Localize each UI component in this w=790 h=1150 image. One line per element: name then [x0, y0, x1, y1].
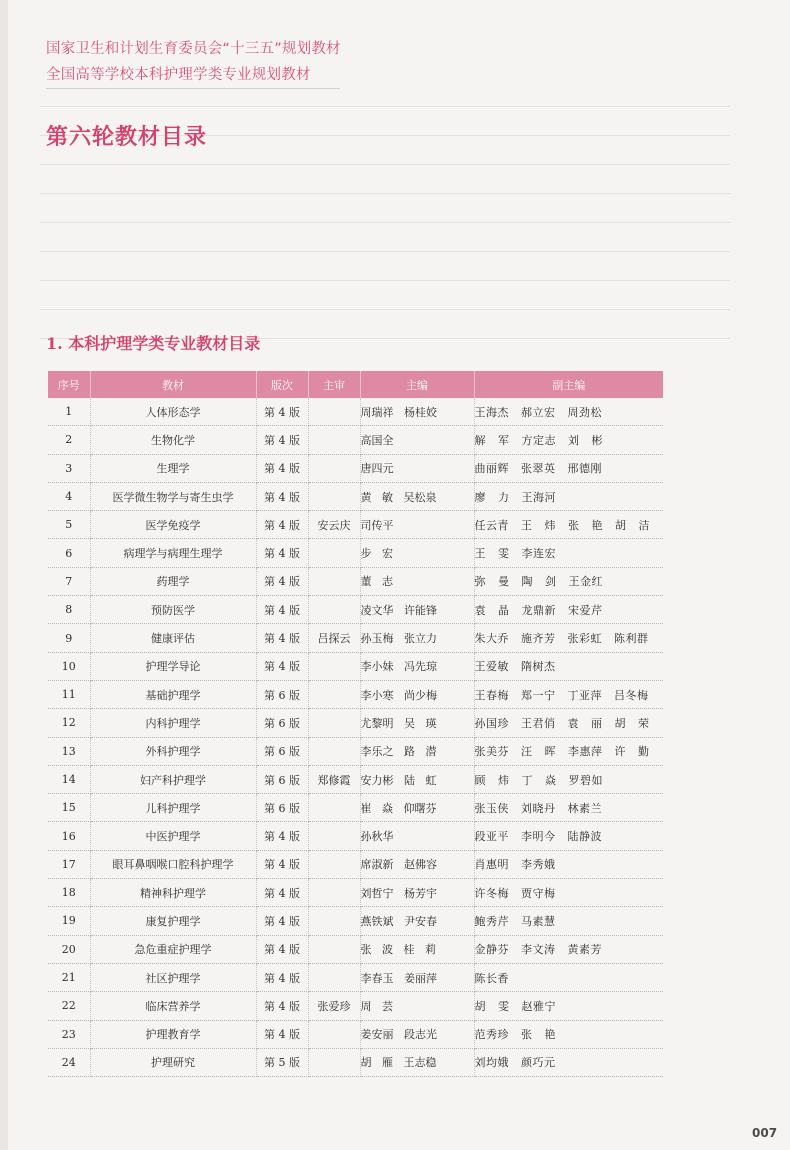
chief-editor-cell: 燕铁斌 尹安春	[360, 907, 474, 935]
chief-reviewer-cell	[308, 482, 360, 510]
row-number-cell: 19	[48, 907, 90, 935]
table-row	[48, 454, 663, 482]
chief-editor-cell: 孙玉梅 张立力	[360, 624, 474, 652]
edition-cell: 第 4 版	[256, 596, 308, 624]
row-number-cell: 13	[48, 737, 90, 765]
chief-editor-cell: 董 志	[360, 567, 474, 595]
deputy-editor-cell: 胡 雯 赵雅宁	[474, 992, 663, 1020]
page-title: 第六轮教材目录	[46, 124, 208, 150]
textbook-name-cell: 药理学	[90, 567, 256, 595]
row-number-cell: 2	[48, 426, 90, 454]
deputy-editor-cell: 廖 力 王海河	[474, 482, 663, 510]
edition-cell: 第 4 版	[256, 624, 308, 652]
chief-reviewer-cell	[308, 454, 360, 482]
edition-cell: 第 6 版	[256, 737, 308, 765]
edition-cell: 第 4 版	[256, 539, 308, 567]
row-number-cell: 17	[48, 850, 90, 878]
chief-reviewer-cell	[308, 822, 360, 850]
chief-editor-cell: 孙秋华	[360, 822, 474, 850]
edition-cell: 第 4 版	[256, 907, 308, 935]
table-row	[48, 850, 663, 878]
row-number-cell: 20	[48, 935, 90, 963]
deputy-editor-cell: 王 雯 李连宏	[474, 539, 663, 567]
edition-cell: 第 4 版	[256, 1020, 308, 1048]
chief-editor-cell: 刘哲宁 杨芳宇	[360, 879, 474, 907]
deputy-editor-cell: 王春梅 郑一宁 丁亚萍 吕冬梅	[474, 680, 663, 708]
textbook-name-cell: 精神科护理学	[90, 879, 256, 907]
edition-cell: 第 4 版	[256, 879, 308, 907]
textbook-name-cell: 护理学导论	[90, 652, 256, 680]
textbook-name-cell: 临床营养学	[90, 992, 256, 1020]
deputy-editor-cell: 任云青 王 炜 张 艳 胡 洁	[474, 511, 663, 539]
row-number-cell: 16	[48, 822, 90, 850]
table-row	[48, 511, 663, 539]
deputy-editor-cell: 张美芬 汪 晖 李惠萍 许 勤	[474, 737, 663, 765]
header-divider	[46, 88, 340, 89]
chief-reviewer-cell: 安云庆	[308, 511, 360, 539]
chief-reviewer-cell: 吕探云	[308, 624, 360, 652]
edition-cell: 第 6 版	[256, 680, 308, 708]
chief-reviewer-cell: 郑修霞	[308, 765, 360, 793]
chief-reviewer-cell	[308, 398, 360, 426]
chief-editor-cell: 安力彬 陆 虹	[360, 765, 474, 793]
textbook-name-cell: 健康评估	[90, 624, 256, 652]
chief-reviewer-cell	[308, 907, 360, 935]
chief-reviewer-cell	[308, 879, 360, 907]
chief-editor-cell: 周瑞祥 杨桂姣	[360, 398, 474, 426]
textbook-table	[48, 371, 663, 1077]
textbook-name-cell: 内科护理学	[90, 709, 256, 737]
table-row	[48, 1020, 663, 1048]
chief-reviewer-cell	[308, 652, 360, 680]
chief-editor-cell: 李小妹 冯先琼	[360, 652, 474, 680]
edition-cell: 第 6 版	[256, 709, 308, 737]
textbook-name-cell: 生理学	[90, 454, 256, 482]
textbook-name-cell: 外科护理学	[90, 737, 256, 765]
deputy-editor-cell: 顾 炜 丁 焱 罗碧如	[474, 765, 663, 793]
edition-cell: 第 6 版	[256, 765, 308, 793]
deputy-editor-cell: 范秀珍 张 艳	[474, 1020, 663, 1048]
chief-editor-cell: 李小寒 尚少梅	[360, 680, 474, 708]
textbook-name-cell: 急危重症护理学	[90, 935, 256, 963]
edition-cell: 第 4 版	[256, 511, 308, 539]
series-header-line-2: 全国高等学校本科护理学类专业规划教材	[46, 67, 311, 83]
table-row	[48, 822, 663, 850]
deputy-editor-cell: 解 军 方定志 刘 彬	[474, 426, 663, 454]
deputy-editor-cell: 袁 晶 龙鼎新 宋爱芹	[474, 596, 663, 624]
row-number-cell: 10	[48, 652, 90, 680]
deputy-editor-cell: 王海杰 郝立宏 周劲松	[474, 398, 663, 426]
edition-cell: 第 4 版	[256, 822, 308, 850]
row-number-cell: 18	[48, 879, 90, 907]
chief-editor-cell: 李乐之 路 潜	[360, 737, 474, 765]
row-number-cell: 6	[48, 539, 90, 567]
deputy-editor-cell: 金静芬 李文涛 黄素芳	[474, 935, 663, 963]
textbook-name-cell: 人体形态学	[90, 398, 256, 426]
chief-editor-cell: 张 波 桂 莉	[360, 935, 474, 963]
page-number: 007	[752, 1126, 778, 1140]
chief-editor-cell: 胡 雁 王志稳	[360, 1048, 474, 1076]
textbook-name-cell: 护理教育学	[90, 1020, 256, 1048]
deputy-editor-cell: 王爱敏 隋树杰	[474, 652, 663, 680]
edition-cell: 第 4 版	[256, 454, 308, 482]
deputy-editor-cell: 张玉侠 刘晓丹 林素兰	[474, 794, 663, 822]
chief-reviewer-cell	[308, 709, 360, 737]
deputy-editor-cell: 陈长香	[474, 963, 663, 991]
chief-editor-cell: 尤黎明 吴 瑛	[360, 709, 474, 737]
row-number-cell: 14	[48, 765, 90, 793]
row-number-cell: 22	[48, 992, 90, 1020]
row-number-cell: 11	[48, 680, 90, 708]
edition-cell: 第 4 版	[256, 935, 308, 963]
chief-reviewer-cell	[308, 1048, 360, 1076]
chief-reviewer-cell	[308, 935, 360, 963]
table-row	[48, 624, 663, 652]
table-row	[48, 709, 663, 737]
chief-editor-cell: 司传平	[360, 511, 474, 539]
edition-cell: 第 4 版	[256, 426, 308, 454]
chief-reviewer-cell	[308, 850, 360, 878]
table-body	[48, 398, 663, 1077]
edition-cell: 第 4 版	[256, 963, 308, 991]
chief-reviewer-cell	[308, 596, 360, 624]
row-number-cell: 5	[48, 511, 90, 539]
deputy-editor-cell: 段亚平 李明今 陆静波	[474, 822, 663, 850]
chief-reviewer-cell	[308, 567, 360, 595]
textbook-name-cell: 医学免疫学	[90, 511, 256, 539]
chief-reviewer-cell	[308, 794, 360, 822]
column-header-edition: 版次	[256, 371, 308, 398]
chief-editor-cell: 唐四元	[360, 454, 474, 482]
textbook-name-cell: 康复护理学	[90, 907, 256, 935]
row-number-cell: 3	[48, 454, 90, 482]
chief-editor-cell: 步 宏	[360, 539, 474, 567]
textbook-name-cell: 眼耳鼻咽喉口腔科护理学	[90, 850, 256, 878]
deputy-editor-cell: 肖惠明 李秀娥	[474, 850, 663, 878]
deputy-editor-cell: 弥 曼 陶 剑 王金红	[474, 567, 663, 595]
chief-reviewer-cell	[308, 963, 360, 991]
textbook-name-cell: 社区护理学	[90, 963, 256, 991]
deputy-editor-cell: 朱大乔 施齐芳 张彩虹 陈利群	[474, 624, 663, 652]
series-header-line-1: 国家卫生和计划生育委员会“十三五”规划教材	[46, 41, 341, 57]
row-number-cell: 4	[48, 482, 90, 510]
chief-editor-cell: 姜安丽 段志光	[360, 1020, 474, 1048]
row-number-cell: 1	[48, 398, 90, 426]
edition-cell: 第 4 版	[256, 567, 308, 595]
chief-editor-cell: 高国全	[360, 426, 474, 454]
table-row	[48, 935, 663, 963]
deputy-editor-cell: 孙国珍 王君俏 袁 丽 胡 荣	[474, 709, 663, 737]
textbook-name-cell: 生物化学	[90, 426, 256, 454]
table-row	[48, 567, 663, 595]
edition-cell: 第 6 版	[256, 794, 308, 822]
chief-editor-cell: 黄 敏 吴松泉	[360, 482, 474, 510]
row-number-cell: 24	[48, 1048, 90, 1076]
deputy-editor-cell: 鲍秀芹 马素慧	[474, 907, 663, 935]
row-number-cell: 15	[48, 794, 90, 822]
edition-cell: 第 4 版	[256, 850, 308, 878]
table-row	[48, 907, 663, 935]
edition-cell: 第 5 版	[256, 1048, 308, 1076]
row-number-cell: 8	[48, 596, 90, 624]
deputy-editor-cell: 曲丽辉 张翠英 邢德刚	[474, 454, 663, 482]
column-header-textbook: 教材	[90, 371, 256, 398]
textbook-name-cell: 护理研究	[90, 1048, 256, 1076]
textbook-name-cell: 妇产科护理学	[90, 765, 256, 793]
row-number-cell: 7	[48, 567, 90, 595]
chief-reviewer-cell	[308, 680, 360, 708]
edition-cell: 第 4 版	[256, 398, 308, 426]
deputy-editor-cell: 许冬梅 贾守梅	[474, 879, 663, 907]
chief-reviewer-cell	[308, 737, 360, 765]
page-gutter	[0, 0, 8, 1150]
textbook-name-cell: 中医护理学	[90, 822, 256, 850]
row-number-cell: 23	[48, 1020, 90, 1048]
table-row	[48, 482, 663, 510]
chief-reviewer-cell: 张爱珍	[308, 992, 360, 1020]
section-title: 1. 本科护理学类专业教材目录	[46, 334, 261, 353]
row-number-cell: 21	[48, 963, 90, 991]
chief-reviewer-cell	[308, 1020, 360, 1048]
table-row	[48, 992, 663, 1020]
column-header-chief-editor: 主编	[360, 371, 474, 398]
table-row	[48, 737, 663, 765]
textbook-name-cell: 病理学与病理生理学	[90, 539, 256, 567]
chief-editor-cell: 崔 焱 仰曙芬	[360, 794, 474, 822]
table-row	[48, 879, 663, 907]
row-number-cell: 12	[48, 709, 90, 737]
chief-editor-cell: 李春玉 姜丽萍	[360, 963, 474, 991]
chief-reviewer-cell	[308, 426, 360, 454]
table-header-row	[48, 371, 663, 398]
table-row	[48, 426, 663, 454]
edition-cell: 第 4 版	[256, 482, 308, 510]
chief-reviewer-cell	[308, 539, 360, 567]
column-header-number: 序号	[48, 371, 90, 398]
edition-cell: 第 4 版	[256, 652, 308, 680]
deputy-editor-cell: 刘均娥 颜巧元	[474, 1048, 663, 1076]
table-row	[48, 596, 663, 624]
textbook-name-cell: 预防医学	[90, 596, 256, 624]
chief-editor-cell: 周 芸	[360, 992, 474, 1020]
table-row	[48, 765, 663, 793]
edition-cell: 第 4 版	[256, 992, 308, 1020]
column-header-deputy-editor: 副主编	[474, 371, 663, 398]
table-row	[48, 652, 663, 680]
table-row	[48, 1048, 663, 1076]
table-row	[48, 539, 663, 567]
table-row	[48, 680, 663, 708]
table-row	[48, 398, 663, 426]
textbook-name-cell: 儿科护理学	[90, 794, 256, 822]
table-row	[48, 963, 663, 991]
textbook-name-cell: 基础护理学	[90, 680, 256, 708]
textbook-name-cell: 医学微生物学与寄生虫学	[90, 482, 256, 510]
row-number-cell: 9	[48, 624, 90, 652]
table-row	[48, 794, 663, 822]
chief-editor-cell: 凌文华 许能锋	[360, 596, 474, 624]
column-header-chief-reviewer: 主审	[308, 371, 360, 398]
chief-editor-cell: 席淑新 赵佛容	[360, 850, 474, 878]
